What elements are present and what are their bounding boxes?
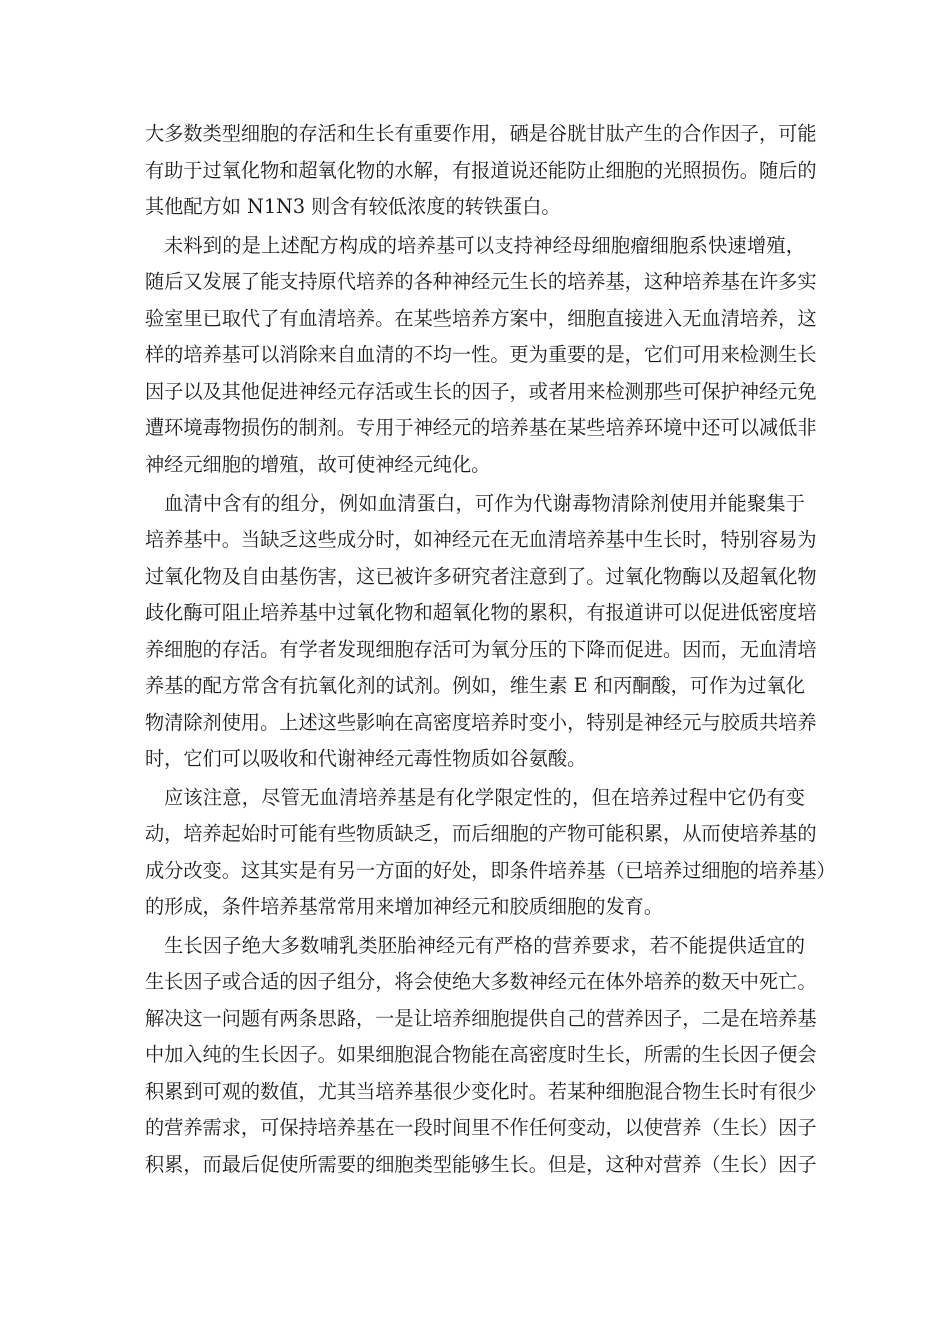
text-line: 物清除剂使用。上述这些影响在高密度培养时变小，特别是神经元与胶质共培养 [145, 711, 817, 734]
text-line: 时，它们可以吸收和代谢神经元毒性物质如谷氨酸。 [145, 747, 587, 770]
text-line: 中加入纯的生长因子。如果细胞混合物能在高密度时生长，所需的生长因子便会 [145, 1043, 817, 1066]
text-line: 积累到可观的数值，尤其当培养基很少变化时。若某种细胞混合物生长时有很少 [145, 1080, 817, 1103]
text-line: 有助于过氧化物和超氧化物的水解，有报道说还能防止细胞的光照损伤。随后的 [145, 159, 817, 182]
text-line: 歧化酶可阻止培养基中过氧化物和超氧化物的累积，有报道讲可以促进低密度培 [145, 601, 817, 624]
text-line: 遭环境毒物损伤的制剂。专用于神经元的培养基在某些培养环境中还可以减低非 [145, 416, 817, 439]
text-line: 过氧化物及自由基伤害，这已被许多研究者注意到了。过氧化物酶以及超氧化物 [145, 565, 817, 588]
text-line: 因子以及其他促进神经元存活或生长的因子，或者用来检测那些可保护神经元免 [145, 380, 817, 403]
text-line: 动，培养起始时可能有些物质缺乏，而后细胞的产物可能积累，从而使培养基的 [145, 822, 817, 845]
text-line: 样的培养基可以消除来自血清的不均一性。更为重要的是，它们可用来检测生长 [145, 343, 817, 366]
text-line: 生长因子或合适的因子组分，将会使绝大多数神经元在体外培养的数天中死亡。 [145, 970, 817, 993]
text-line: 随后又发展了能支持原代培养的各种神经元生长的培养基，这种培养基在许多实 [145, 270, 817, 293]
text-line: 其他配方如 N1N3 则含有较低浓度的转铁蛋白。 [145, 195, 561, 218]
text-line: 养细胞的存活。有学者发现细胞存活可为氧分压的下降而促进。因而，无血清培 [145, 638, 817, 661]
text-line: 培养基中。当缺乏这些成分时，如神经元在无血清培养基中生长时，特别容易为 [145, 528, 817, 551]
text-line: 大多数类型细胞的存活和生长有重要作用，硒是谷胱甘肽产生的合作因子，可能 [145, 122, 817, 145]
text-line: 应该注意，尽管无血清培养基是有化学限定性的，但在培养过程中它仍有变 [164, 786, 805, 809]
text-line: 解决这一问题有两条思路，一是让培养细胞提供自己的营养因子，二是在培养基 [145, 1007, 817, 1030]
text-line: 血清中含有的组分，例如血清蛋白，可作为代谢毒物清除剂使用并能聚集于 [164, 492, 805, 515]
text-line: 养基的配方常含有抗氧化剂的试剂。例如，维生素 E 和丙酮酸，可作为过氧化 [145, 674, 805, 697]
text-line: 积累，而最后促使所需要的细胞类型能够生长。但是，这种对营养（生长）因子 [145, 1153, 817, 1176]
text-line: 的形成，条件培养基常常用来增加神经元和胶质细胞的发育。 [145, 895, 664, 918]
text-line: 生长因子绝大多数哺乳类胚胎神经元有严格的营养要求，若不能提供适宜的 [164, 934, 805, 957]
text-line: 的营养需求，可保持培养基在一段时间里不作任何变动，以使营养（生长）因子 [145, 1116, 817, 1139]
text-line: 成分改变。这其实是有另一方面的好处，即条件培养基（已培养过细胞的培养基） [145, 859, 836, 882]
text-line: 验室里已取代了有血清培养。在某些培养方案中，细胞直接进入无血清培养，这 [145, 307, 817, 330]
text-line: 神经元细胞的增殖，故可使神经元纯化。 [145, 453, 491, 476]
text-line: 未料到的是上述配方构成的培养基可以支持神经母细胞瘤细胞系快速增殖， [164, 234, 805, 257]
